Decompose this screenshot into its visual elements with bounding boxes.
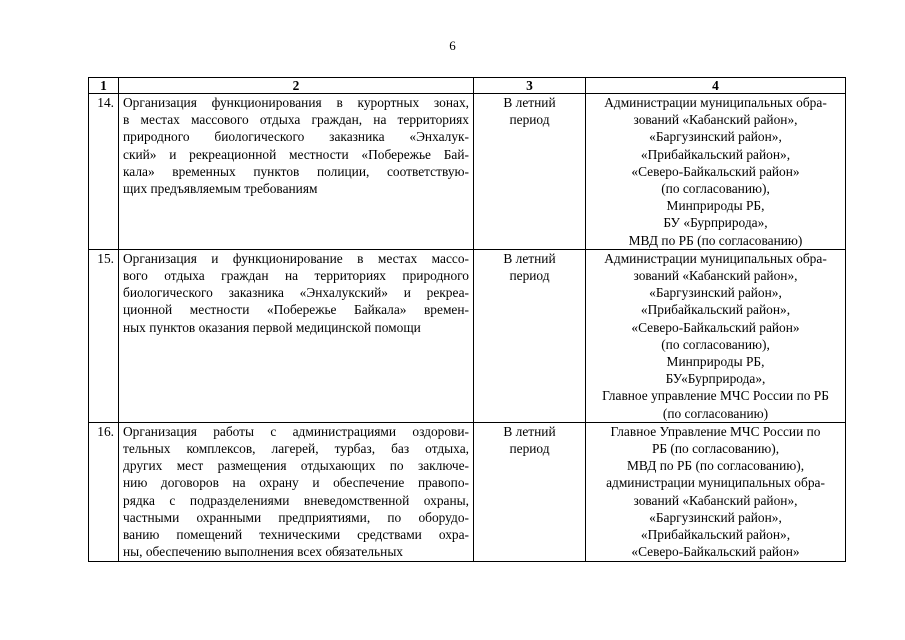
description-line: ны, обеспечению выполнения всех обязательных <box>123 544 404 560</box>
description-line: ционной местности «Побережье Байкала» времен- <box>123 302 469 318</box>
responsible-line: Администрации муниципальных обра- <box>604 250 827 266</box>
responsible-parties <box>586 422 846 561</box>
table-row <box>89 422 846 561</box>
responsible-line: БУ «Бурприрода», <box>663 215 768 231</box>
description-line: ванию помещений техническими средствами охра- <box>123 527 469 543</box>
description-line: ных пунктов оказания первой медицинской помощи <box>123 319 421 335</box>
responsible-line: зований «Кабанский район», <box>633 492 798 508</box>
responsible-parties <box>586 249 846 422</box>
table-header-row <box>89 78 846 94</box>
description-line: ский» и рекреационной местности «Побережье Бай- <box>123 146 469 162</box>
header-col-4: 4 <box>586 78 846 94</box>
responsible-line: «Северо-Байкальский район» <box>631 319 800 335</box>
description-line: Организация и функционирование в местах массо- <box>123 250 469 266</box>
period-line: период <box>509 112 550 128</box>
responsible-line: администрации муниципальных обра- <box>606 475 825 491</box>
responsible-line: МВД по РБ (по согласованию) <box>628 232 803 248</box>
description-line: природного биологического заказника «Энхалук- <box>123 129 469 145</box>
responsible-line: «Северо-Байкальский район» <box>631 163 800 179</box>
period-line: период <box>509 268 550 284</box>
description-line: Организация функционирования в курортных зонах, <box>123 95 469 110</box>
description-line: биологического заказника «Энхалукский» и рекреа- <box>123 285 469 301</box>
measure-description <box>119 422 474 561</box>
description-line: нию договоров на охрану и обеспечение правопо- <box>123 475 469 491</box>
description-line: вого отдыха граждан на территориях природного <box>123 268 469 284</box>
description-line: тельных комплексов, лагерей, турбаз, баз отдыха, <box>123 441 469 457</box>
responsible-line: Минприроды РБ, <box>666 354 765 370</box>
responsible-line: (по согласованию) <box>662 405 769 421</box>
responsible-line: «Баргузинский район», <box>649 509 782 525</box>
responsible-line: зований «Кабанский район», <box>633 112 798 128</box>
responsible-line: Главное управление МЧС России по РБ <box>602 388 829 404</box>
header-col-3: 3 <box>474 78 586 94</box>
page-number: 6 <box>449 38 456 53</box>
responsible-line: (по согласованию), <box>661 181 770 197</box>
measures-table <box>88 77 846 562</box>
responsible-line: «Баргузинский район», <box>649 285 782 301</box>
description-line: в местах массового отдыха граждан, на территориях <box>123 112 469 128</box>
row-number: 15. <box>89 249 119 422</box>
responsible-line: «Прибайкальский район», <box>640 302 791 318</box>
measure-description <box>119 249 474 422</box>
responsible-line: Администрации муниципальных обра- <box>604 95 827 110</box>
description-line: рядка с подразделениями вневедомственной охраны, <box>123 492 469 508</box>
description-line: щих предъявляемым требованиям <box>123 181 318 197</box>
period-line: В летний <box>503 95 556 110</box>
description-line: других мест размещения отдыхающих по заключе- <box>123 458 469 474</box>
execution-period <box>474 422 586 561</box>
row-number: 14. <box>89 94 119 250</box>
row-number: 16. <box>89 422 119 561</box>
description-line: Организация работы с администрациями оздорови- <box>123 423 469 439</box>
responsible-line: «Баргузинский район», <box>649 129 782 145</box>
description-line: кала» временных пунктов полиции, соответствую- <box>123 163 469 179</box>
responsible-line: МВД по РБ (по согласованию), <box>626 458 805 474</box>
responsible-line: Главное Управление МЧС России по <box>610 423 821 439</box>
responsible-line: зований «Кабанский район», <box>633 268 798 284</box>
responsible-line: (по согласованию), <box>661 336 770 352</box>
table-row <box>89 94 846 250</box>
responsible-parties <box>586 94 846 250</box>
responsible-line: «Северо-Байкальский район» <box>631 544 800 560</box>
execution-period <box>474 249 586 422</box>
header-col-1: 1 <box>89 78 119 94</box>
table-row <box>89 249 846 422</box>
responsible-line: РБ (по согласованию), <box>651 441 780 457</box>
responsible-line: БУ«Бурприрода», <box>665 371 766 387</box>
period-line: В летний <box>503 250 556 266</box>
description-line: частными охранными предприятиями, по оборудо- <box>123 509 469 525</box>
period-line: В летний <box>503 423 556 439</box>
responsible-line: Минприроды РБ, <box>666 198 765 214</box>
execution-period <box>474 94 586 250</box>
responsible-line: «Прибайкальский район», <box>640 146 791 162</box>
period-line: период <box>509 441 550 457</box>
header-col-2: 2 <box>119 78 474 94</box>
measure-description <box>119 94 474 250</box>
responsible-line: «Прибайкальский район», <box>640 527 791 543</box>
